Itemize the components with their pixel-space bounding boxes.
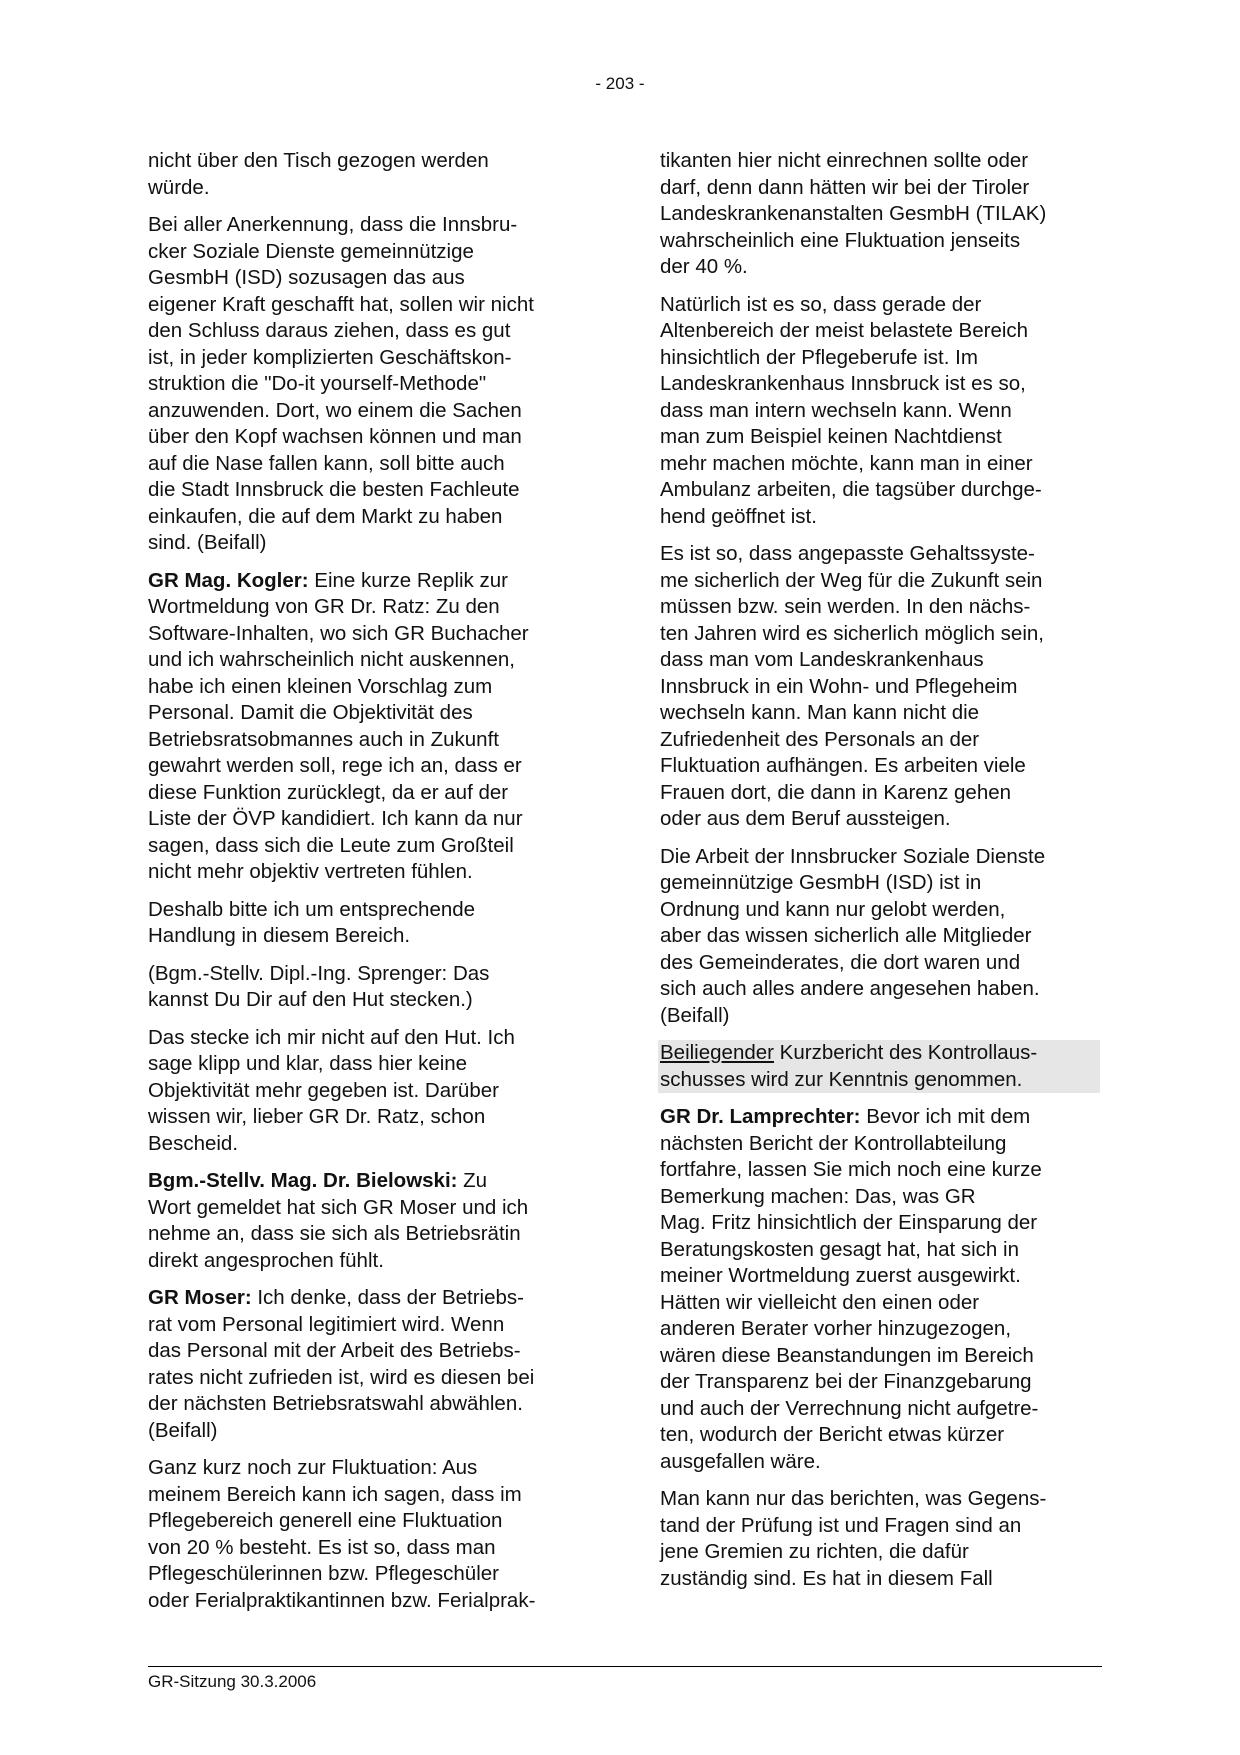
speech-kogler (148, 568, 586, 886)
footer-text: GR-Sitzung 30.3.2006 (148, 1672, 317, 1691)
paragraph: nicht über den Tisch gezogen werden würde. (148, 149, 489, 199)
speaker-name: GR Mag. Kogler: (148, 568, 309, 592)
paragraph: Bei aller Anerkennung, dass die Innsbru- cker Soziale Dienste gemeinnützige GesmbH (ISD) sozusagen das aus eigener Kraft geschafft hat, sollen wir nicht den Schluss daraus ziehen, dass es gut ist, in jeder komplizierten Geschäftskon- struktion die "Do-it yourself-Methode" anzuwenden. Dort, wo einem die Sachen über den Kopf wachsen können und man auf die Nase fallen kann, soll bitte auch die Stadt Innsbruck die besten Fachleute einkaufen, die auf dem Markt zu haben sind. (Beifall) (148, 213, 534, 554)
paragraph: tikanten hier nicht einrechnen sollte oder darf, denn dann hätten wir bei der Tiroler Landeskrankenanstalten GesmbH (TILAK) wahrscheinlich eine Fluktuation jenseits der 40 %. (660, 149, 1047, 278)
paragraph: Deshalb bitte ich um entsprechende Handlung in diesem Bereich. (148, 897, 476, 947)
speech-text: Eine kurze Replik zur Wortmeldung von GR Dr. Ratz: Zu den Software-Inhalten, wo sich GR Buchacher und ich wahrscheinlich nicht auskennen, habe ich einen kleinen Vorschlag zum Personal. Damit die Objektivität des Betriebsratsobmannes auch in Zukunft gewahrt werden soll, rege ich an, dass er diese Funktion zurücklegt, da er auf der Liste der ÖVP kandidiert. Ich kann da nur sagen, dass sich die Leute zum Großteil nicht mehr objektiv vertreten fühlen. (148, 568, 529, 883)
resolution-box (658, 1040, 1100, 1093)
paragraph: Die Arbeit der Innsbrucker Soziale Dienste gemeinnützige GesmbH (ISD) ist in Ordnung und kann nur gelobt werden, aber das wissen sicherlich alle Mitglieder des Gemeinderates, die dort waren und sich auch alles andere angesehen haben. (Beifall) (660, 844, 1046, 1027)
paragraph: Das stecke ich mir nicht auf den Hut. Ich sage klipp und klar, dass hier keine Objektivität mehr gegeben ist. Darüber wissen wir, lieber GR Dr. Ratz, schon Bescheid. (148, 1025, 515, 1155)
speech-bielowski (148, 1168, 586, 1274)
speaker-name: GR Moser: (148, 1286, 252, 1309)
speaker-name: GR Dr. Lamprechter: (660, 1105, 861, 1128)
resolution-keyword: Beiliegender (660, 1041, 774, 1064)
paragraph: Natürlich ist es so, dass gerade der Altenbereich der meist belastete Bereich hinsichtlich der Pflegeberufe ist. Im Landeskrankenhaus Innsbruck ist es so, dass man intern wechseln kann. Wenn man zum Beispiel keinen Nachtdienst mehr machen möchte, kann man in einer Ambulanz arbeiten, die tagsüber durchge- hend geöffnet ist. (660, 292, 1042, 528)
speech-lamprechter (660, 1104, 1098, 1475)
speech-moser (148, 1285, 586, 1444)
speech-text: Bevor ich mit dem nächsten Bericht der Kontrollabteilung fortfahre, lassen Sie mich noch eine kurze Bemerkung machen: Das, was GR Mag. Fritz hinsichtlich der Einsparung der Beratungskosten gesagt hat, hat sich in meiner Wortmeldung zuerst ausgewirkt. Hätten wir vielleicht den einen oder anderen Berater vorher hinzugezogen, wären diese Beanstandungen im Bereich der Transparenz bei der Finanzgebarung und auch der Verrechnung nicht aufgetre- ten, wodurch der Bericht etwas kürzer ausgefallen wäre. (660, 1105, 1042, 1473)
paragraph: Man kann nur das berichten, was Gegens- tand der Prüfung ist und Fragen sind an jene Gremien zu richten, die dafür zuständig sind. Es hat in diesem Fall (660, 1487, 1047, 1590)
right-column (660, 148, 1098, 1603)
interjection: (Bgm.-Stellv. Dipl.-Ing. Sprenger: Das kannst Du Dir auf den Hut stecken.) (148, 961, 490, 1011)
footer-divider (148, 1666, 1102, 1667)
paragraph: Ganz kurz noch zur Fluktuation: Aus meinem Bereich kann ich sagen, dass im Pflegebereich generell eine Fluktuation von 20 % besteht. Es ist so, dass man Pflegeschülerinnen bzw. Pflegeschüler oder Ferialpraktikantinnen bzw. Ferialprak- (148, 1456, 536, 1612)
speaker-name: Bgm.-Stellv. Mag. Dr. Bielowski: (148, 1169, 458, 1192)
speech-text: Ich denke, dass der Betriebs- rat vom Personal legitimiert wird. Wenn das Personal mit der Arbeit des Betriebs- rates nicht zufrieden ist, wird es diesen bei der nächsten Betriebsratswahl abwählen. (Beifall) (148, 1286, 535, 1442)
page-number: - 203 - (595, 74, 645, 93)
paragraph: Es ist so, dass angepasste Gehaltssyste- me sicherlich der Weg für die Zukunft sein müssen bzw. sein werden. In den nächs- ten Jahren wird es sicherlich möglich sein, dass man vom Landeskrankenhaus Innsbruck in ein Wohn- und Pflegeheim wechseln kann. Man kann nicht die Zufriedenheit des Personals an der Fluktuation aufhängen. Es arbeiten viele Frauen dort, die dann in Karenz gehen oder aus dem Beruf aussteigen. (660, 542, 1044, 830)
left-column (148, 148, 586, 1625)
speech-text: Zu Wort gemeldet hat sich GR Moser und ich nehme an, dass sie sich als Betriebsrätin direkt angesprochen fühlt. (148, 1169, 529, 1272)
resolution-text: Kurzbericht des Kontrollaus- schusses wird zur Kenntnis genommen. (660, 1041, 1038, 1091)
